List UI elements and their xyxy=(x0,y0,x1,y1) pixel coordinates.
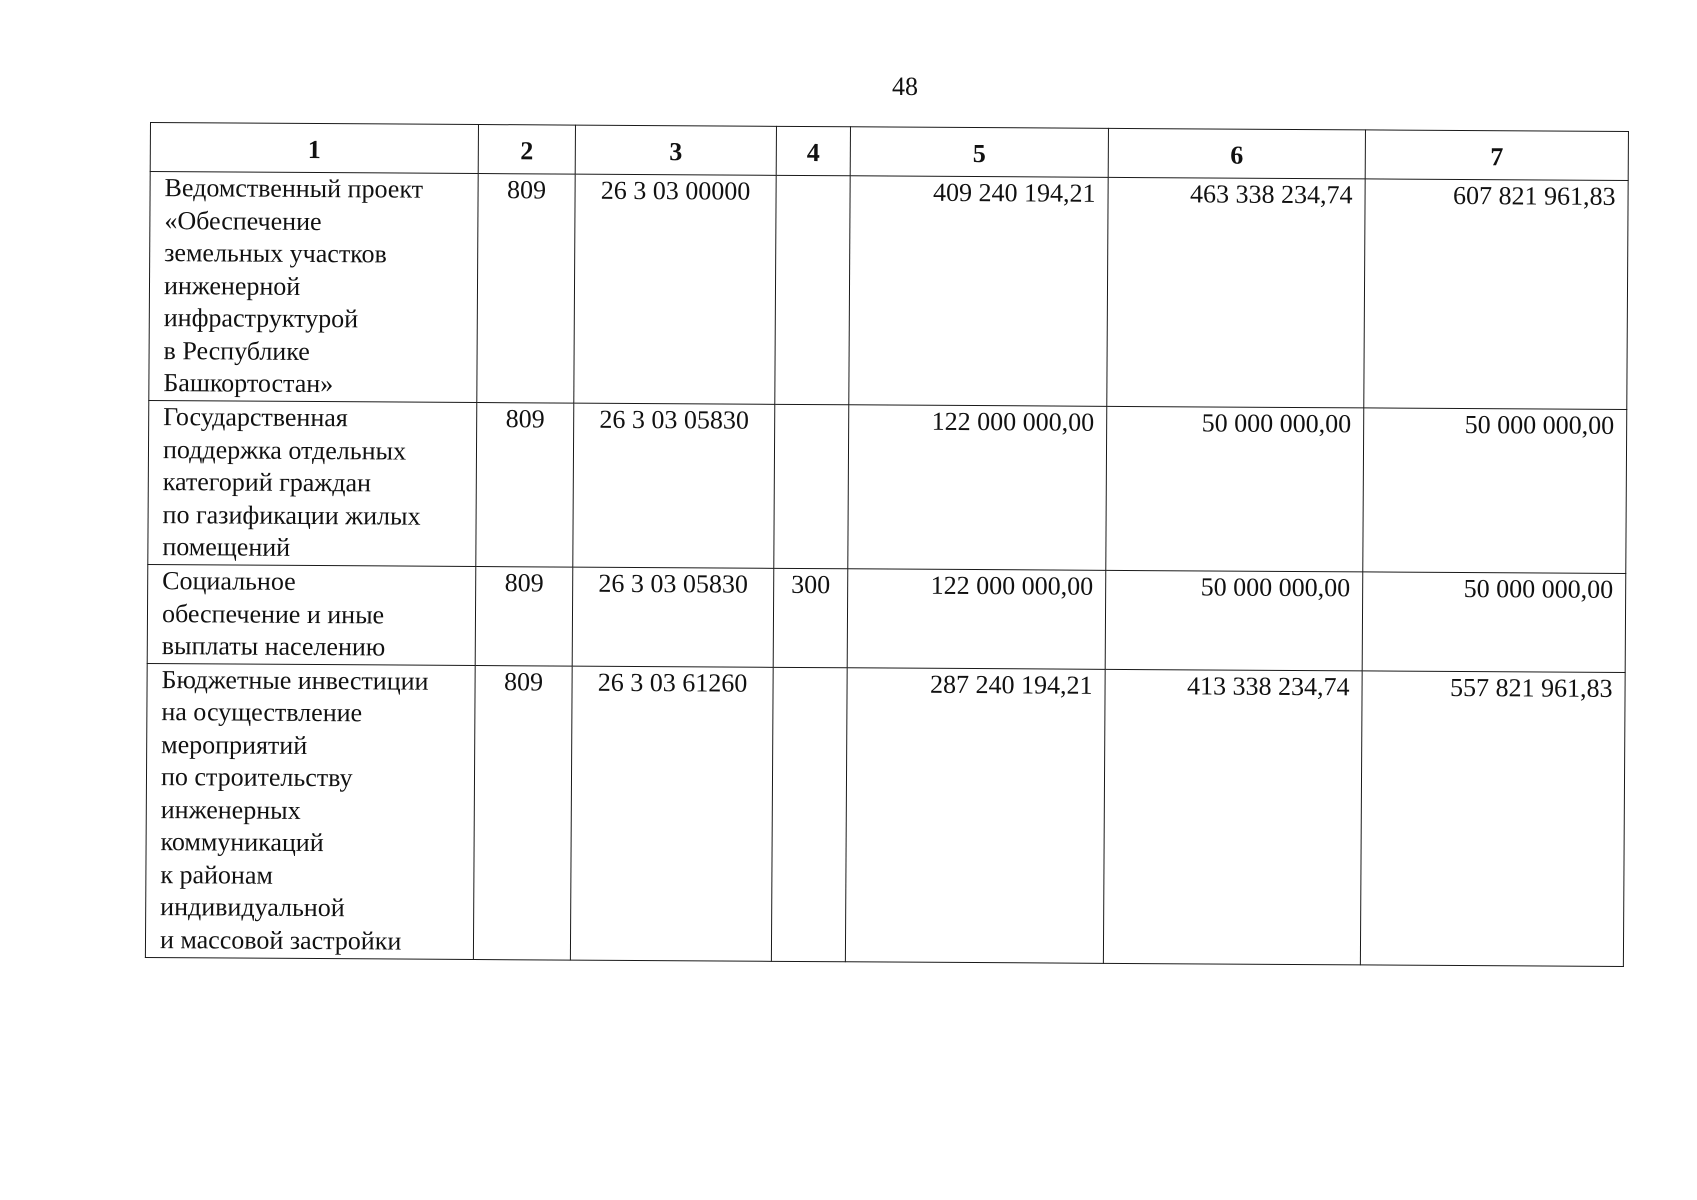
amount-col6-cell: 463 338 234,74 xyxy=(1107,177,1365,408)
column-header-1: 1 xyxy=(150,123,478,174)
row-name-line: коммуникаций xyxy=(160,827,324,858)
ministry-code-cell: 809 xyxy=(476,403,574,568)
row-name-line: поддержка отдельных xyxy=(162,434,407,466)
amount-col7-cell: 50 000 000,00 xyxy=(1362,572,1626,672)
row-name-cell xyxy=(145,663,475,959)
row-name-line: земельных участков xyxy=(164,238,387,269)
column-header-3: 3 xyxy=(575,125,776,175)
row-name-line: и массовой застройки xyxy=(159,924,402,956)
column-header-4: 4 xyxy=(776,126,850,175)
budget-table xyxy=(145,122,1629,967)
row-name-line: инженерных xyxy=(160,794,301,825)
table-row xyxy=(147,564,1626,672)
row-name-line: в Республике xyxy=(163,335,310,366)
table-row xyxy=(149,172,1628,410)
row-name-line: обеспечение и иные xyxy=(161,598,385,629)
target-article-cell: 26 3 03 05830 xyxy=(573,403,775,568)
row-name-line: по газификации жилых xyxy=(162,499,421,531)
amount-col6-cell: 50 000 000,00 xyxy=(1106,406,1364,572)
column-header-2: 2 xyxy=(478,125,575,175)
table-row xyxy=(148,400,1627,573)
amount-col5-cell: 122 000 000,00 xyxy=(847,569,1106,669)
ministry-code-cell: 809 xyxy=(473,665,572,960)
row-name-line: мероприятий xyxy=(161,729,308,760)
row-name-line: индивидуальной xyxy=(160,892,345,923)
row-name-cell xyxy=(147,564,476,665)
amount-col5-cell: 122 000 000,00 xyxy=(848,405,1107,571)
row-name-line: помещений xyxy=(162,532,291,562)
column-header-7: 7 xyxy=(1365,130,1628,181)
row-name-line: к районам xyxy=(160,859,273,890)
row-name-cell xyxy=(148,400,477,566)
row-name-line: Башкортостан» xyxy=(163,368,334,399)
amount-col6-cell: 50 000 000,00 xyxy=(1105,570,1363,670)
row-name-line: Бюджетные инвестиции xyxy=(161,664,429,696)
row-name-line: Ведомственный проект xyxy=(164,173,424,204)
expense-type-cell xyxy=(771,667,847,961)
target-article-cell: 26 3 03 05830 xyxy=(572,567,774,667)
row-name-line: инфраструктурой xyxy=(163,303,359,334)
row-name-line: выплаты населению xyxy=(161,631,386,662)
row-name-line: «Обеспечение xyxy=(164,205,322,236)
amount-col5-cell: 409 240 194,21 xyxy=(849,176,1108,407)
target-article-cell: 26 3 03 61260 xyxy=(570,666,773,961)
table-row xyxy=(145,663,1625,966)
row-name-line: категорий граждан xyxy=(162,467,372,498)
expense-type-cell xyxy=(774,404,849,568)
amount-col6-cell: 413 338 234,74 xyxy=(1103,669,1362,965)
row-name-line: Социальное xyxy=(162,566,296,596)
amount-col7-cell: 557 821 961,83 xyxy=(1360,670,1625,966)
column-header-6: 6 xyxy=(1108,128,1365,179)
ministry-code-cell: 809 xyxy=(475,566,573,665)
amount-col7-cell: 607 821 961,83 xyxy=(1364,179,1628,410)
page-number: 48 xyxy=(892,72,918,101)
table-header-row xyxy=(150,123,1628,181)
column-header-5: 5 xyxy=(850,127,1108,178)
expense-type-cell: 300 xyxy=(773,568,848,667)
target-article-cell: 26 3 03 00000 xyxy=(574,174,776,404)
row-name-line: Государственная xyxy=(163,402,348,433)
row-name-line: по строительству xyxy=(160,762,353,793)
row-name-line: инженерной xyxy=(163,270,301,301)
row-name-line: на осуществление xyxy=(161,697,363,728)
ministry-code-cell: 809 xyxy=(477,174,575,404)
expense-type-cell xyxy=(775,175,850,404)
row-name-cell xyxy=(149,172,478,403)
amount-col5-cell: 287 240 194,21 xyxy=(845,667,1105,963)
amount-col7-cell: 50 000 000,00 xyxy=(1363,408,1627,574)
